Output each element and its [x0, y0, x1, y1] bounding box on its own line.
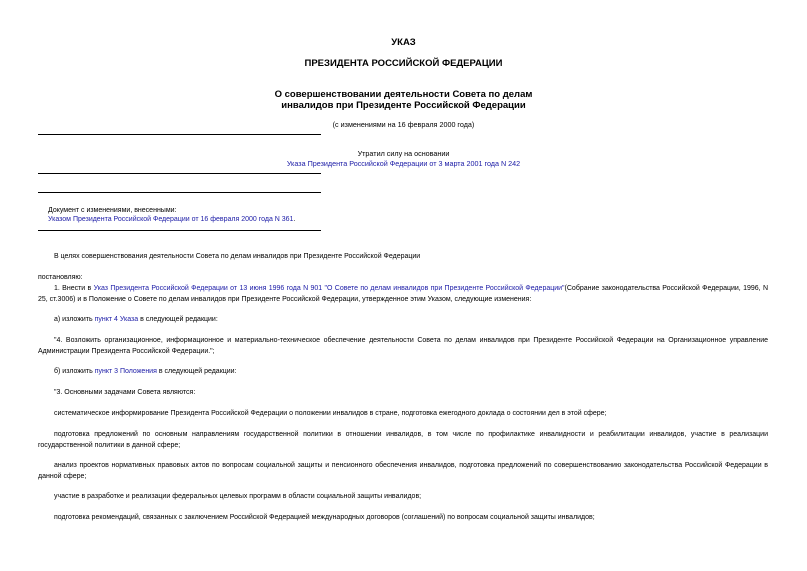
- item-a-prefix: а) изложить: [54, 316, 95, 323]
- separator-line: [38, 173, 321, 174]
- item-a-suffix: в следующей редакции:: [138, 316, 218, 323]
- separator-line: [38, 134, 321, 135]
- task-paragraph: анализ проектов нормативных правовых актов по вопросам социальной защиты и пенсионного обеспечения инвалидов, подготовка предложений по совершенствованию законодательства Российской Федерации в данной сфере;: [38, 462, 768, 480]
- item1-paragraph: [38, 283, 768, 305]
- decree-901-link[interactable]: Указ Президента Российской Федерации от 13 июня 1996 года N 901 "О Совете по делам инвалидов при Президенте Российской Федерации": [93, 285, 565, 292]
- amending-decree-link[interactable]: Указом Президента Российской Федерации от 16 февраля 2000 года N 361: [48, 216, 294, 223]
- quote-3-paragraph: "3. Основными задачами Совета являются:: [54, 389, 196, 396]
- decree-heading: УКАЗ: [391, 37, 416, 48]
- item-b-paragraph: [54, 366, 237, 377]
- amendments-note: (с изменениями на 16 февраля 2000 года): [332, 120, 475, 129]
- separator-line: [38, 192, 321, 193]
- item-a-paragraph: [54, 314, 218, 325]
- intro-paragraph: В целях совершенствования деятельности Совета по делам инвалидов при Президенте Российской Федерации: [54, 253, 421, 260]
- changes-line: [48, 214, 295, 225]
- decree-title-line2: инвалидов при Президенте Российской Федерации: [281, 100, 526, 111]
- item1-rest: (Собрание законодательства Российской Федерации, 1996, N 25, ст.3006) и в Положение о Совете по делам инвалидов при Президенте Российской Федерации, утвержденное этим Указом, следующие изменения:: [38, 285, 768, 303]
- validity-note: Утратил силу на основании: [357, 149, 450, 158]
- item1-prefix: 1. Внести в: [54, 285, 94, 292]
- decree-title-line1: О совершенствовании деятельности Совета по делам: [274, 89, 533, 100]
- task-paragraph: подготовка предложений по основным направлениям государственной политики в отношении инвалидов, в том числе по профилактике инвалидности и реабилитации инвалидов, участие в реализации государственной политики в данной сфере;: [38, 431, 768, 449]
- quote-4-paragraph: "4. Возложить организационное, информационное и материально-техническое обеспечение деятельности Совета по делам инвалидов при Президенте Российской Федерации на Организационное управление Администрации Президента Российской Федерации.";: [38, 337, 768, 355]
- president-heading: ПРЕЗИДЕНТА РОССИЙСКОЙ ФЕДЕРАЦИИ: [304, 58, 503, 69]
- item-b-suffix: в следующей редакции:: [156, 368, 237, 375]
- task-paragraph: систематическое информирование Президента Российской Федерации о положении инвалидов в стране, подготовка ежегодного доклада о состоянии дел в этой сфере;: [54, 410, 607, 417]
- item-b-prefix: б) изложить: [54, 368, 95, 375]
- changes-caption: Документ с изменениями, внесенными:: [48, 207, 177, 214]
- point-3-link[interactable]: пункт 3 Положения: [94, 368, 157, 375]
- changes-line-end: .: [293, 216, 296, 223]
- task-paragraph: участие в разработке и реализации федеральных целевых программ в области социальной защиты инвалидов;: [54, 493, 422, 500]
- separator-line: [38, 230, 321, 231]
- validity-decree-link[interactable]: Указа Президента Российской Федерации от 3 марта 2001 года N 242: [286, 159, 521, 168]
- point-4-link[interactable]: пункт 4 Указа: [94, 316, 139, 323]
- resolve-paragraph: постановляю:: [38, 274, 83, 281]
- task-paragraph: подготовка рекомендаций, связанных с заключением Российской Федерацией международных договоров (соглашений) по вопросам социальной защиты инвалидов;: [54, 514, 595, 521]
